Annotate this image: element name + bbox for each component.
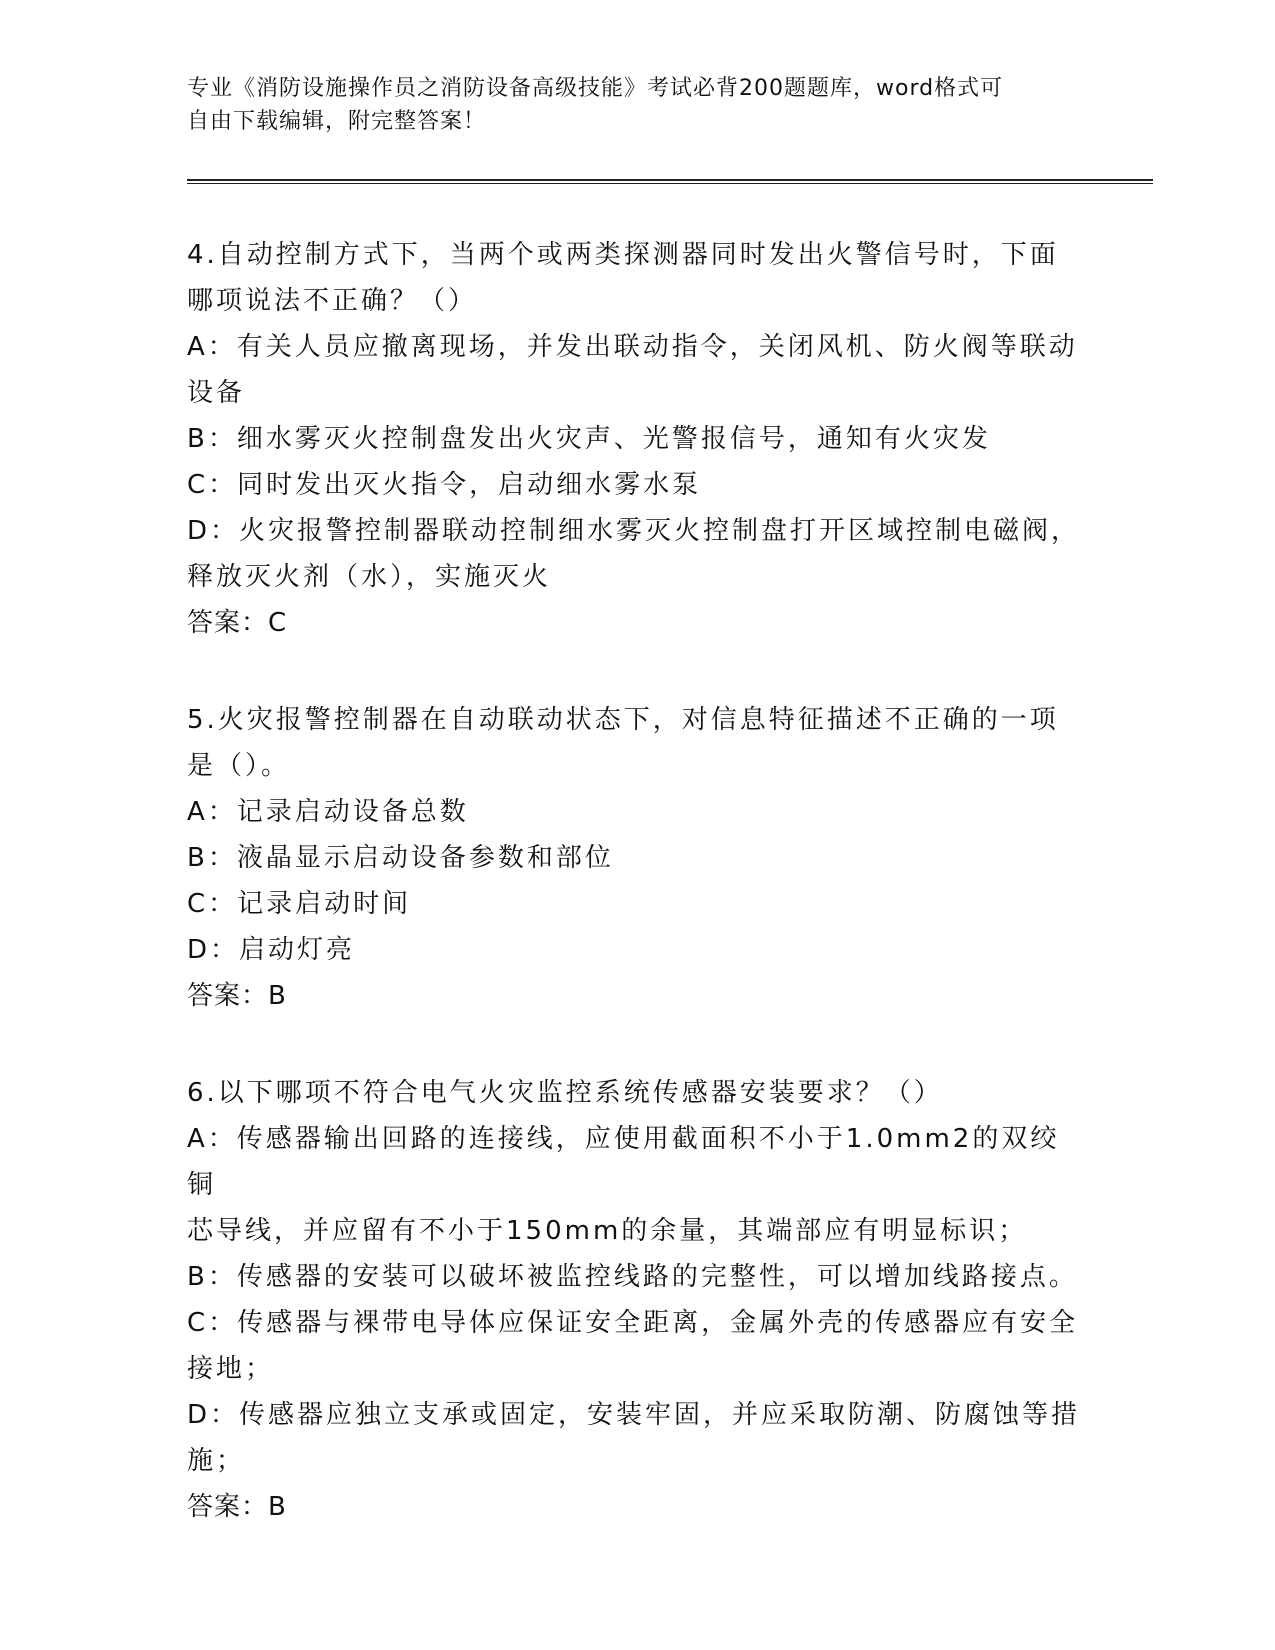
option-d: D：传感器应独立支承或固定，安装牢固，并应采取防潮、防腐蚀等措	[187, 1400, 1081, 1430]
option-c: C：同时发出灭火指令，启动细水雾水泵	[187, 470, 702, 500]
question-stem-line: 是（）。	[187, 751, 291, 781]
option-d-continued: 施；	[187, 1446, 246, 1476]
option-a-continued: 设备	[187, 378, 246, 408]
question-5	[187, 697, 1087, 1019]
document-header	[187, 72, 1067, 138]
option-d: D：火灾报警控制器联动控制细水雾灭火控制盘打开区域控制电磁阀，	[187, 516, 1081, 546]
header-line-1: 专业《消防设施操作员之消防设备高级技能》考试必背200题题库，word格式可	[187, 76, 1004, 101]
option-b: B：传感器的安装可以破坏被监控线路的完整性，可以增加线路接点。	[187, 1262, 1078, 1292]
question-6	[187, 1070, 1087, 1530]
question-stem-line: 4.自动控制方式下，当两个或两类探测器同时发出火警信号时，下面	[187, 240, 1059, 270]
option-a-continued: 芯导线，并应留有不小于150mm的余量，其端部应有明显标识；	[187, 1216, 1028, 1246]
option-c: C：传感器与裸带电导体应保证安全距离，金属外壳的传感器应有安全	[187, 1308, 1079, 1338]
answer-label: 答案：B	[187, 981, 287, 1011]
option-b: B：细水雾灭火控制盘发出火灾声、光警报信号，通知有火灾发	[187, 424, 991, 454]
question-stem-line: 哪项说法不正确？（）	[187, 286, 478, 316]
answer-label: 答案：B	[187, 1492, 287, 1522]
question-stem-line: 6.以下哪项不符合电气火灾监控系统传感器安装要求？（）	[187, 1078, 943, 1108]
option-c-continued: 接地；	[187, 1354, 275, 1384]
option-b: B：液晶显示启动设备参数和部位	[187, 843, 614, 873]
option-a: A：有关人员应撤离现场，并发出联动指令，关闭风机、防火阀等联动	[187, 332, 1078, 362]
question-stem-line: 5.火灾报警控制器在自动联动状态下，对信息特征描述不正确的一项	[187, 705, 1059, 735]
header-line-2: 自由下载编辑，附完整答案！	[187, 109, 487, 134]
option-c: C：记录启动时间	[187, 889, 412, 919]
answer-label: 答案：C	[187, 608, 288, 638]
option-a: A：记录启动设备总数	[187, 797, 469, 827]
option-d-continued: 释放灭火剂（水），实施灭火	[187, 562, 552, 592]
question-list	[187, 232, 1087, 1581]
option-d: D：启动灯亮	[187, 935, 356, 965]
header-divider	[187, 179, 1153, 184]
option-a: A：传感器输出回路的连接线，应使用截面积不小于1.0mm2的双绞铜	[187, 1124, 1060, 1200]
question-4	[187, 232, 1087, 646]
